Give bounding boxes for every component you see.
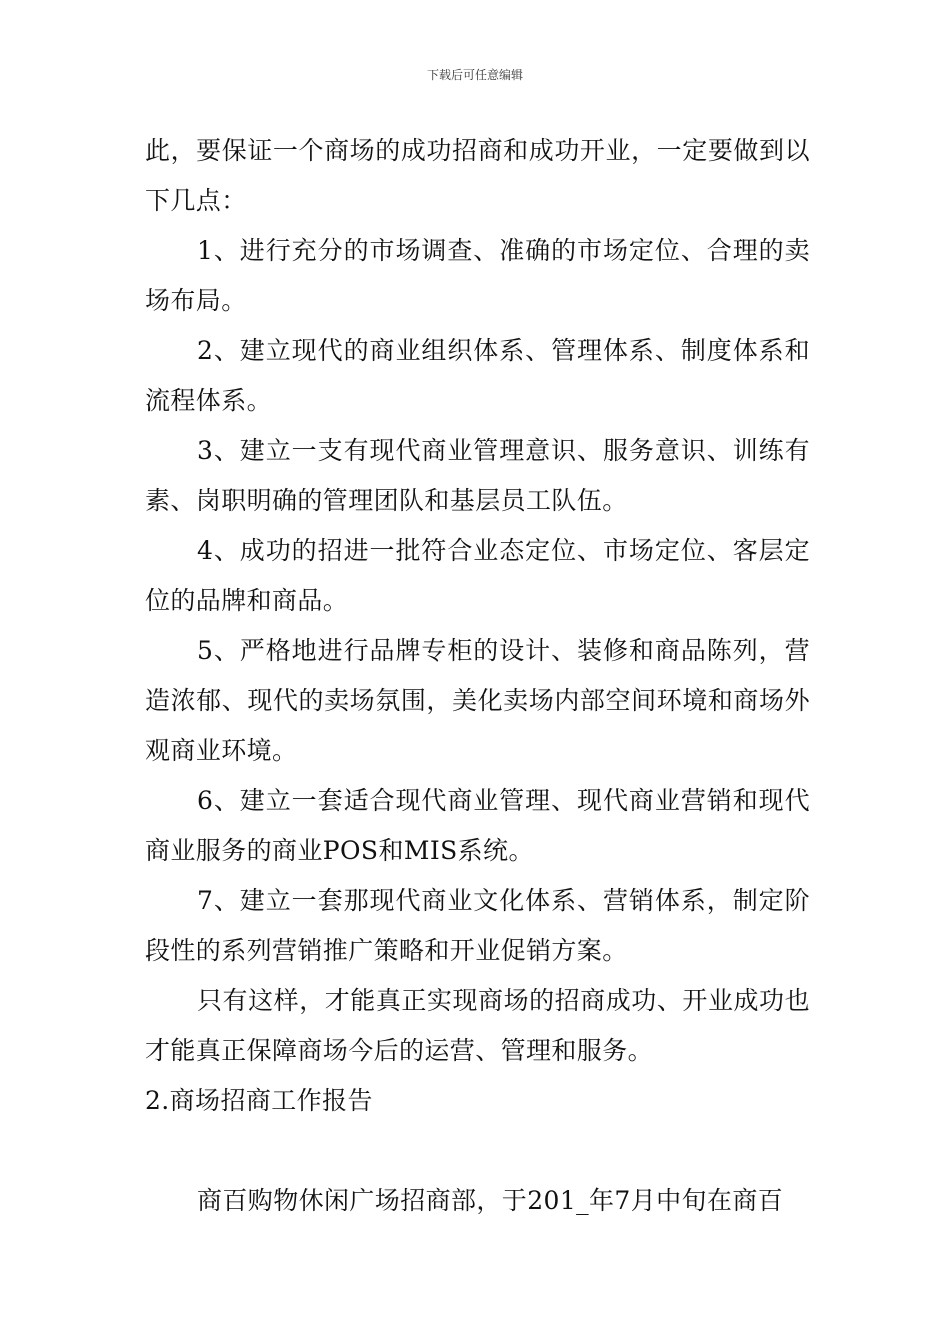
list-item-2: 2、建立现代的商业组织体系、管理体系、制度体系和流程体系。 bbox=[145, 336, 810, 415]
section-heading: 2.商场招商工作报告 bbox=[145, 1086, 373, 1115]
document-body bbox=[145, 126, 810, 1226]
list-item-1: 1、进行充分的市场调查、准确的市场定位、合理的卖场布局。 bbox=[145, 236, 810, 315]
list-item-3: 3、建立一支有现代商业管理意识、服务意识、训练有素、岗职明确的管理团队和基层员工队伍。 bbox=[145, 436, 810, 515]
paragraph-conclusion: 只有这样，才能真正实现商场的招商成功、开业成功也才能真正保障商场今后的运营、管理和服务。 bbox=[145, 986, 810, 1065]
list-item-4: 4、成功的招进一批符合业态定位、市场定位、客层定位的品牌和商品。 bbox=[145, 536, 810, 615]
list-item-5: 5、严格地进行品牌专柜的设计、装修和商品陈列，营造浓郁、现代的卖场氛围，美化卖场内部空间环境和商场外观商业环境。 bbox=[145, 636, 810, 765]
blank-line bbox=[145, 1126, 810, 1176]
paragraph-closing: 商百购物休闲广场招商部，于201_年7月中旬在商百 bbox=[197, 1186, 784, 1215]
list-item-6: 6、建立一套适合现代商业管理、现代商业营销和现代商业服务的商业POS和MIS系统。 bbox=[145, 786, 810, 865]
list-item-7: 7、建立一套那现代商业文化体系、营销体系，制定阶段性的系列营销推广策略和开业促销方案。 bbox=[145, 886, 810, 965]
paragraph-intro: 此，要保证一个商场的成功招商和成功开业，一定要做到以下几点： bbox=[145, 136, 810, 215]
page-header: 下载后可任意编辑 bbox=[426, 68, 523, 82]
